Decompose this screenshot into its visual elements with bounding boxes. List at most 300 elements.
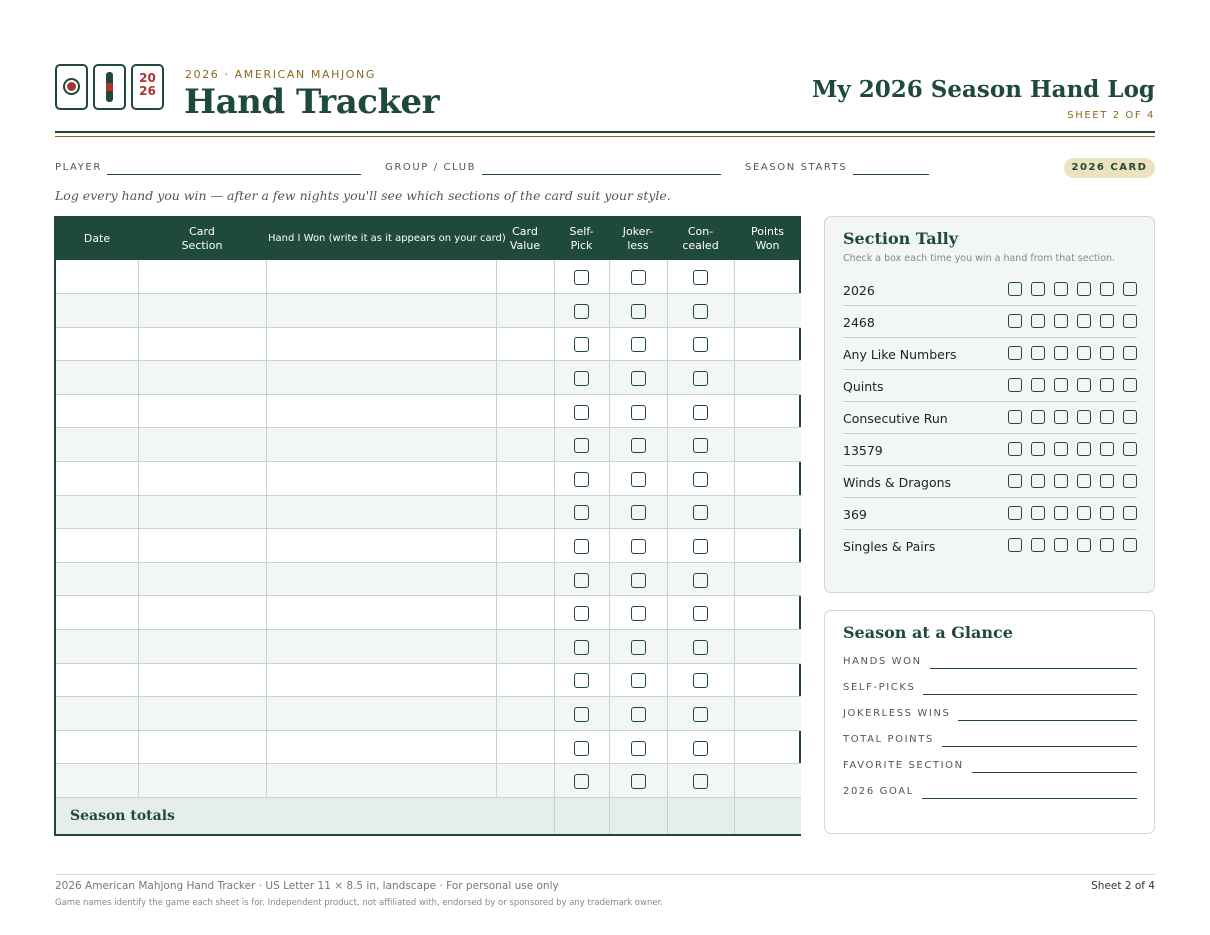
self-pick-cell[interactable] xyxy=(554,462,609,496)
table-row xyxy=(56,260,801,294)
table-row xyxy=(56,529,801,563)
date-cell[interactable] xyxy=(56,394,138,428)
glance-row xyxy=(843,682,1137,698)
checkbox[interactable] xyxy=(693,640,708,655)
date-cell[interactable] xyxy=(56,730,138,764)
tally-checkbox[interactable] xyxy=(1100,378,1114,392)
page-header xyxy=(55,62,1155,126)
tally-checkbox[interactable] xyxy=(1123,442,1137,456)
hand-log-table xyxy=(54,216,801,836)
tally-checkbox[interactable] xyxy=(1054,282,1068,296)
self-pick-cell[interactable] xyxy=(554,730,609,764)
value-cell[interactable] xyxy=(496,596,554,630)
glance-field[interactable] xyxy=(922,798,1137,799)
table-row xyxy=(56,294,801,328)
checkbox[interactable] xyxy=(631,741,646,756)
tally-checkbox[interactable] xyxy=(1100,474,1114,488)
tally-checkbox[interactable] xyxy=(1123,410,1137,424)
checkbox[interactable] xyxy=(693,270,708,285)
tally-checkbox[interactable] xyxy=(1031,410,1045,424)
jokerless-cell[interactable] xyxy=(609,361,667,395)
concealed-cell[interactable] xyxy=(667,394,734,428)
checkbox[interactable] xyxy=(631,505,646,520)
date-cell[interactable] xyxy=(56,361,138,395)
tally-checkbox[interactable] xyxy=(1054,378,1068,392)
date-cell[interactable] xyxy=(56,764,138,798)
section-cell[interactable] xyxy=(138,730,266,764)
tally-section-label: 13579 xyxy=(843,443,883,458)
checkbox[interactable] xyxy=(631,405,646,420)
tally-row xyxy=(843,498,1137,530)
season-glance-panel xyxy=(824,610,1155,834)
checkbox[interactable] xyxy=(574,371,589,386)
checkbox[interactable] xyxy=(574,405,589,420)
tally-checkbox[interactable] xyxy=(1100,410,1114,424)
footer-fine-print: Game names identify the game each sheet is for. Independent product, not affiliated with, endorsed by or sponsored by any trademark owner. xyxy=(55,898,663,908)
checkbox[interactable] xyxy=(631,606,646,621)
glance-label: FAVORITE SECTION xyxy=(843,760,964,771)
checkbox[interactable] xyxy=(631,304,646,319)
table-row xyxy=(56,730,801,764)
table-header-row xyxy=(56,218,801,260)
tally-checkbox[interactable] xyxy=(1100,346,1114,360)
hand-cell[interactable] xyxy=(266,562,496,596)
season-title: My 2026 Season Hand Log xyxy=(811,76,1155,103)
value-cell[interactable] xyxy=(496,764,554,798)
section-cell[interactable] xyxy=(138,630,266,664)
tally-checkbox[interactable] xyxy=(1077,538,1091,552)
tally-checkbox[interactable] xyxy=(1008,410,1022,424)
jokerless-cell[interactable] xyxy=(609,327,667,361)
checkbox[interactable] xyxy=(693,304,708,319)
points-cell[interactable] xyxy=(734,327,801,361)
col-concealed: Con- cealed xyxy=(667,218,734,260)
value-cell[interactable] xyxy=(496,327,554,361)
concealed-cell[interactable] xyxy=(667,327,734,361)
checkbox[interactable] xyxy=(574,673,589,688)
checkbox[interactable] xyxy=(693,371,708,386)
concealed-cell[interactable] xyxy=(667,361,734,395)
date-cell[interactable] xyxy=(56,327,138,361)
glance-row xyxy=(843,786,1137,802)
date-cell[interactable] xyxy=(56,562,138,596)
hand-cell[interactable] xyxy=(266,663,496,697)
tally-checkbox[interactable] xyxy=(1031,442,1045,456)
section-cell[interactable] xyxy=(138,562,266,596)
total-self-pick[interactable] xyxy=(554,798,609,834)
section-cell[interactable] xyxy=(138,361,266,395)
tally-checkbox[interactable] xyxy=(1008,314,1022,328)
table-row xyxy=(56,327,801,361)
dot-tile-icon xyxy=(55,64,88,110)
section-cell[interactable] xyxy=(138,294,266,328)
concealed-cell[interactable] xyxy=(667,697,734,731)
hand-cell[interactable] xyxy=(266,394,496,428)
checkbox[interactable] xyxy=(631,371,646,386)
value-cell[interactable] xyxy=(496,562,554,596)
section-cell[interactable] xyxy=(138,394,266,428)
points-cell[interactable] xyxy=(734,764,801,798)
points-cell[interactable] xyxy=(734,361,801,395)
points-cell[interactable] xyxy=(734,428,801,462)
hand-cell[interactable] xyxy=(266,428,496,462)
glance-field[interactable] xyxy=(930,668,1137,669)
col-hand: Hand I Won (write it as it appears on your card) xyxy=(266,218,496,260)
tally-checkbox[interactable] xyxy=(1123,314,1137,328)
tally-checkbox[interactable] xyxy=(1100,282,1114,296)
concealed-cell[interactable] xyxy=(667,630,734,664)
concealed-cell[interactable] xyxy=(667,529,734,563)
value-cell[interactable] xyxy=(496,294,554,328)
tally-checkbox[interactable] xyxy=(1077,282,1091,296)
tally-row xyxy=(843,466,1137,498)
checkbox[interactable] xyxy=(574,640,589,655)
glance-label: SELF-PICKS xyxy=(843,682,916,693)
checkbox[interactable] xyxy=(574,606,589,621)
date-cell[interactable] xyxy=(56,663,138,697)
footer-sheet-number: Sheet 2 of 4 xyxy=(1091,880,1155,892)
hand-cell[interactable] xyxy=(266,294,496,328)
self-pick-cell[interactable] xyxy=(554,562,609,596)
points-cell[interactable] xyxy=(734,630,801,664)
self-pick-cell[interactable] xyxy=(554,663,609,697)
section-cell[interactable] xyxy=(138,529,266,563)
hand-cell[interactable] xyxy=(266,596,496,630)
tally-checkbox[interactable] xyxy=(1008,474,1022,488)
concealed-cell[interactable] xyxy=(667,462,734,496)
glance-field[interactable] xyxy=(958,720,1137,721)
points-cell[interactable] xyxy=(734,730,801,764)
tally-checkbox[interactable] xyxy=(1077,314,1091,328)
points-cell[interactable] xyxy=(734,529,801,563)
season-start-field[interactable] xyxy=(853,174,929,175)
concealed-cell[interactable] xyxy=(667,562,734,596)
date-cell[interactable] xyxy=(56,260,138,294)
tally-section-label: 2468 xyxy=(843,315,875,330)
value-cell[interactable] xyxy=(496,495,554,529)
checkbox[interactable] xyxy=(693,438,708,453)
self-pick-cell[interactable] xyxy=(554,529,609,563)
hand-cell[interactable] xyxy=(266,630,496,664)
total-jokerless[interactable] xyxy=(609,798,667,834)
self-pick-cell[interactable] xyxy=(554,630,609,664)
checkbox[interactable] xyxy=(574,774,589,789)
checkbox[interactable] xyxy=(631,640,646,655)
value-cell[interactable] xyxy=(496,663,554,697)
self-pick-cell[interactable] xyxy=(554,596,609,630)
self-pick-cell[interactable] xyxy=(554,697,609,731)
concealed-cell[interactable] xyxy=(667,495,734,529)
col-points: Points Won xyxy=(734,218,801,260)
header-eyebrow: 2026 · AMERICAN MAHJONG xyxy=(185,68,377,81)
jokerless-cell[interactable] xyxy=(609,764,667,798)
date-cell[interactable] xyxy=(56,428,138,462)
value-cell[interactable] xyxy=(496,529,554,563)
checkbox[interactable] xyxy=(693,673,708,688)
checkbox[interactable] xyxy=(574,337,589,352)
tally-checkbox[interactable] xyxy=(1054,474,1068,488)
tally-checkbox[interactable] xyxy=(1031,474,1045,488)
tally-checkbox[interactable] xyxy=(1054,410,1068,424)
jokerless-cell[interactable] xyxy=(609,529,667,563)
tally-checkbox[interactable] xyxy=(1031,346,1045,360)
checkbox[interactable] xyxy=(574,270,589,285)
hand-cell[interactable] xyxy=(266,529,496,563)
tally-subtitle: Check a box each time you win a hand from that section. xyxy=(843,253,1116,264)
checkbox[interactable] xyxy=(631,539,646,554)
mahjong-tiles-logo xyxy=(55,64,164,110)
tally-checkbox[interactable] xyxy=(1123,506,1137,520)
table-row xyxy=(56,361,801,395)
date-cell[interactable] xyxy=(56,529,138,563)
points-cell[interactable] xyxy=(734,495,801,529)
checkbox[interactable] xyxy=(631,774,646,789)
jokerless-cell[interactable] xyxy=(609,663,667,697)
tally-checkbox[interactable] xyxy=(1077,506,1091,520)
tally-checkbox[interactable] xyxy=(1123,282,1137,296)
player-field[interactable] xyxy=(107,174,361,175)
tally-checkbox[interactable] xyxy=(1100,314,1114,328)
intro-text: Log every hand you win — after a few nights you'll see which sections of the card suit your style. xyxy=(55,188,671,203)
section-cell[interactable] xyxy=(138,327,266,361)
self-pick-cell[interactable] xyxy=(554,394,609,428)
glance-field[interactable] xyxy=(972,772,1137,773)
checkbox[interactable] xyxy=(631,438,646,453)
self-pick-cell[interactable] xyxy=(554,327,609,361)
value-cell[interactable] xyxy=(496,462,554,496)
checkbox[interactable] xyxy=(693,337,708,352)
checkbox[interactable] xyxy=(693,707,708,722)
hand-cell[interactable] xyxy=(266,260,496,294)
checkbox[interactable] xyxy=(693,606,708,621)
glance-row xyxy=(843,708,1137,724)
table-row xyxy=(56,764,801,798)
jokerless-cell[interactable] xyxy=(609,495,667,529)
checkbox[interactable] xyxy=(631,270,646,285)
tally-checkbox[interactable] xyxy=(1100,506,1114,520)
checkbox[interactable] xyxy=(574,472,589,487)
tally-checkbox[interactable] xyxy=(1100,442,1114,456)
tally-row xyxy=(843,370,1137,402)
glance-row xyxy=(843,734,1137,750)
jokerless-cell[interactable] xyxy=(609,462,667,496)
group-field[interactable] xyxy=(482,174,721,175)
col-date: Date xyxy=(56,218,138,260)
checkbox[interactable] xyxy=(574,505,589,520)
section-cell[interactable] xyxy=(138,764,266,798)
checkbox[interactable] xyxy=(693,405,708,420)
header-rule-gold xyxy=(55,136,1155,137)
checkbox[interactable] xyxy=(693,472,708,487)
tally-checkbox[interactable] xyxy=(1123,378,1137,392)
tally-section-label: Winds & Dragons xyxy=(843,475,952,490)
points-cell[interactable] xyxy=(734,260,801,294)
concealed-cell[interactable] xyxy=(667,663,734,697)
total-points[interactable] xyxy=(734,798,801,834)
tally-checkbox[interactable] xyxy=(1054,442,1068,456)
tally-checkbox[interactable] xyxy=(1077,346,1091,360)
tally-section-label: 369 xyxy=(843,507,867,522)
value-cell[interactable] xyxy=(496,630,554,664)
concealed-cell[interactable] xyxy=(667,428,734,462)
tally-row xyxy=(843,402,1137,434)
checkbox[interactable] xyxy=(631,673,646,688)
concealed-cell[interactable] xyxy=(667,730,734,764)
info-fields xyxy=(55,158,1155,180)
glance-row xyxy=(843,760,1137,776)
jokerless-cell[interactable] xyxy=(609,596,667,630)
tally-row xyxy=(843,274,1137,306)
section-cell[interactable] xyxy=(138,428,266,462)
checkbox[interactable] xyxy=(631,472,646,487)
jokerless-cell[interactable] xyxy=(609,730,667,764)
tally-checkbox[interactable] xyxy=(1031,314,1045,328)
tally-checkbox[interactable] xyxy=(1031,506,1045,520)
tally-checkbox[interactable] xyxy=(1054,506,1068,520)
glance-title: Season at a Glance xyxy=(843,623,1013,642)
date-cell[interactable] xyxy=(56,697,138,731)
tally-section-label: 2026 xyxy=(843,283,875,298)
tally-checkbox[interactable] xyxy=(1031,378,1045,392)
hand-cell[interactable] xyxy=(266,495,496,529)
section-cell[interactable] xyxy=(138,663,266,697)
jokerless-cell[interactable] xyxy=(609,428,667,462)
tally-checkbox[interactable] xyxy=(1031,282,1045,296)
section-cell[interactable] xyxy=(138,596,266,630)
checkbox[interactable] xyxy=(693,774,708,789)
hand-cell[interactable] xyxy=(266,764,496,798)
value-cell[interactable] xyxy=(496,428,554,462)
value-cell[interactable] xyxy=(496,697,554,731)
table-row xyxy=(56,596,801,630)
checkbox[interactable] xyxy=(574,539,589,554)
value-cell[interactable] xyxy=(496,361,554,395)
jokerless-cell[interactable] xyxy=(609,260,667,294)
concealed-cell[interactable] xyxy=(667,596,734,630)
self-pick-cell[interactable] xyxy=(554,260,609,294)
concealed-cell[interactable] xyxy=(667,260,734,294)
tally-row xyxy=(843,530,1137,562)
checkbox[interactable] xyxy=(574,438,589,453)
value-cell[interactable] xyxy=(496,730,554,764)
checkbox[interactable] xyxy=(631,337,646,352)
checkbox[interactable] xyxy=(574,573,589,588)
concealed-cell[interactable] xyxy=(667,764,734,798)
tally-checkbox[interactable] xyxy=(1008,378,1022,392)
points-cell[interactable] xyxy=(734,663,801,697)
tally-checkbox[interactable] xyxy=(1008,506,1022,520)
bamboo-tile-icon xyxy=(93,64,126,110)
tally-section-label: Quints xyxy=(843,379,884,394)
glance-row xyxy=(843,656,1137,672)
value-cell[interactable] xyxy=(496,394,554,428)
tally-checkbox[interactable] xyxy=(1123,346,1137,360)
table-row xyxy=(56,462,801,496)
points-cell[interactable] xyxy=(734,294,801,328)
value-cell[interactable] xyxy=(496,260,554,294)
jokerless-cell[interactable] xyxy=(609,562,667,596)
hand-cell[interactable] xyxy=(266,361,496,395)
self-pick-cell[interactable] xyxy=(554,361,609,395)
table-row xyxy=(56,697,801,731)
date-cell[interactable] xyxy=(56,294,138,328)
self-pick-cell[interactable] xyxy=(554,294,609,328)
tally-checkbox[interactable] xyxy=(1054,538,1068,552)
date-cell[interactable] xyxy=(56,596,138,630)
points-cell[interactable] xyxy=(734,394,801,428)
checkbox[interactable] xyxy=(574,741,589,756)
points-cell[interactable] xyxy=(734,562,801,596)
points-cell[interactable] xyxy=(734,697,801,731)
checkbox[interactable] xyxy=(574,707,589,722)
checkbox[interactable] xyxy=(631,573,646,588)
tally-checkbox[interactable] xyxy=(1077,474,1091,488)
date-cell[interactable] xyxy=(56,630,138,664)
checkbox[interactable] xyxy=(693,539,708,554)
date-cell[interactable] xyxy=(56,495,138,529)
tally-checkbox[interactable] xyxy=(1077,378,1091,392)
glance-field[interactable] xyxy=(942,746,1137,747)
self-pick-cell[interactable] xyxy=(554,495,609,529)
hand-cell[interactable] xyxy=(266,697,496,731)
hand-cell[interactable] xyxy=(266,327,496,361)
points-cell[interactable] xyxy=(734,596,801,630)
section-cell[interactable] xyxy=(138,462,266,496)
tally-checkbox[interactable] xyxy=(1008,538,1022,552)
checkbox[interactable] xyxy=(693,505,708,520)
tally-checkbox[interactable] xyxy=(1123,538,1137,552)
glance-label: HANDS WON xyxy=(843,656,922,667)
tally-checkbox[interactable] xyxy=(1008,282,1022,296)
tally-checkbox[interactable] xyxy=(1123,474,1137,488)
glance-field[interactable] xyxy=(923,694,1137,695)
section-cell[interactable] xyxy=(138,697,266,731)
jokerless-cell[interactable] xyxy=(609,394,667,428)
tally-checkbox[interactable] xyxy=(1100,538,1114,552)
checkbox[interactable] xyxy=(693,573,708,588)
tally-checkbox[interactable] xyxy=(1054,346,1068,360)
table-row xyxy=(56,663,801,697)
sheet-number: SHEET 2 OF 4 xyxy=(1067,110,1155,121)
tally-checkbox[interactable] xyxy=(1031,538,1045,552)
section-cell[interactable] xyxy=(138,260,266,294)
table-row xyxy=(56,428,801,462)
self-pick-cell[interactable] xyxy=(554,764,609,798)
tally-checkbox[interactable] xyxy=(1054,314,1068,328)
checkbox[interactable] xyxy=(693,741,708,756)
jokerless-cell[interactable] xyxy=(609,630,667,664)
checkbox[interactable] xyxy=(574,304,589,319)
tally-checkbox[interactable] xyxy=(1008,346,1022,360)
footer-rule xyxy=(55,874,1155,875)
date-cell[interactable] xyxy=(56,462,138,496)
tally-checkbox[interactable] xyxy=(1008,442,1022,456)
self-pick-cell[interactable] xyxy=(554,428,609,462)
jokerless-cell[interactable] xyxy=(609,294,667,328)
tally-checkbox[interactable] xyxy=(1077,410,1091,424)
jokerless-cell[interactable] xyxy=(609,697,667,731)
tally-title: Section Tally xyxy=(843,229,959,248)
points-cell[interactable] xyxy=(734,462,801,496)
hand-cell[interactable] xyxy=(266,462,496,496)
concealed-cell[interactable] xyxy=(667,294,734,328)
section-cell[interactable] xyxy=(138,495,266,529)
checkbox[interactable] xyxy=(631,707,646,722)
hand-cell[interactable] xyxy=(266,730,496,764)
group-label: GROUP / CLUB xyxy=(385,162,477,173)
tally-checkbox[interactable] xyxy=(1077,442,1091,456)
total-concealed[interactable] xyxy=(667,798,734,834)
